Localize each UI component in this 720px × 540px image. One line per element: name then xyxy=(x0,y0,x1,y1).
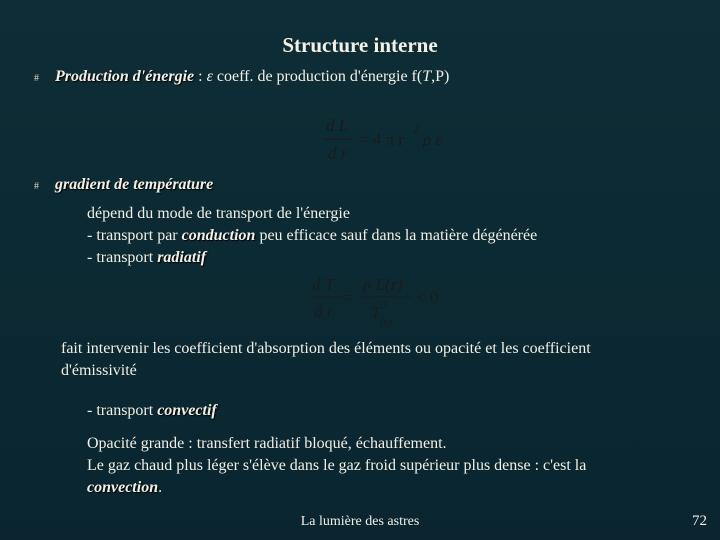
energy-description-end: ,P) xyxy=(431,68,450,85)
convection-paragraph xyxy=(87,433,586,499)
conduction-term: conduction xyxy=(181,227,256,244)
eq1-rho-eps: ρ ε xyxy=(423,130,443,149)
section-energy-production xyxy=(55,68,449,86)
equation-luminosity xyxy=(322,113,457,170)
convection-line-2: Le gaz chaud plus léger s'élève dans le gaz froid supérieur plus dense : c'est la xyxy=(87,457,587,474)
term-temperature-gradient: gradient de température xyxy=(55,176,214,193)
eq1-numerator: d L xyxy=(326,116,349,135)
absorption-line-2: d'émissivité xyxy=(61,362,137,379)
equation-temperature-gradient xyxy=(308,270,453,335)
bullet-marker: # xyxy=(34,73,39,84)
convection-term: convection xyxy=(87,479,159,496)
footer-text: La lumière des astres xyxy=(300,514,420,529)
absorption-paragraph xyxy=(61,338,591,382)
energy-description: coeff. de production d'énergie f( xyxy=(212,68,423,85)
section-temperature-gradient xyxy=(55,176,213,194)
absorption-line-1: fait intervenir les coefficient d'absorption des éléments ou opacité et les coefficient xyxy=(61,340,591,357)
eq1-exponent: 2 xyxy=(414,124,420,136)
eq1-denominator: d r xyxy=(328,144,348,163)
term-energy-production: Production d'énergie xyxy=(55,68,195,85)
slide-title: Structure interne xyxy=(282,33,438,57)
eq2-left-denominator: d r xyxy=(314,302,334,321)
epsilon-symbol: ε xyxy=(206,68,213,85)
eq2-den-exponent: 3 xyxy=(382,300,387,311)
variable-T: T xyxy=(422,68,432,85)
page-number: 72 xyxy=(692,513,707,529)
bullet-marker: # xyxy=(34,181,39,192)
eq2-numerator: ρ L(r) xyxy=(363,275,403,294)
colon-text: : xyxy=(194,68,207,85)
eq2-equals: = xyxy=(343,288,353,307)
transport-radiatif xyxy=(87,247,537,269)
transport-list xyxy=(87,203,537,269)
convectif-prefix: - transport xyxy=(87,402,158,419)
radiatif-prefix: - transport xyxy=(87,249,158,266)
eq2-left-numerator: d T xyxy=(312,275,335,294)
transport-conduction xyxy=(87,225,537,247)
conduction-prefix: - transport par xyxy=(87,227,182,244)
transport-convectif xyxy=(87,400,217,422)
convection-line-1: Opacité grande : transfert radiatif bloqué, échauffement. xyxy=(87,435,447,452)
convection-line-3 xyxy=(87,477,586,499)
conduction-suffix: peu efficace sauf dans la matière dégénérée xyxy=(255,227,538,244)
transport-intro: dépend du mode de transport de l'énergie xyxy=(87,205,350,222)
convection-period: . xyxy=(158,479,163,496)
eq2-den-T: T xyxy=(371,303,381,322)
eq2-den-subscript: (r) xyxy=(380,316,392,328)
eq1-rhs: = 4 π r xyxy=(359,130,405,149)
convectif-term: convectif xyxy=(157,402,217,419)
radiatif-term: radiatif xyxy=(157,249,207,266)
eq2-inequality: < 0 xyxy=(416,288,439,307)
